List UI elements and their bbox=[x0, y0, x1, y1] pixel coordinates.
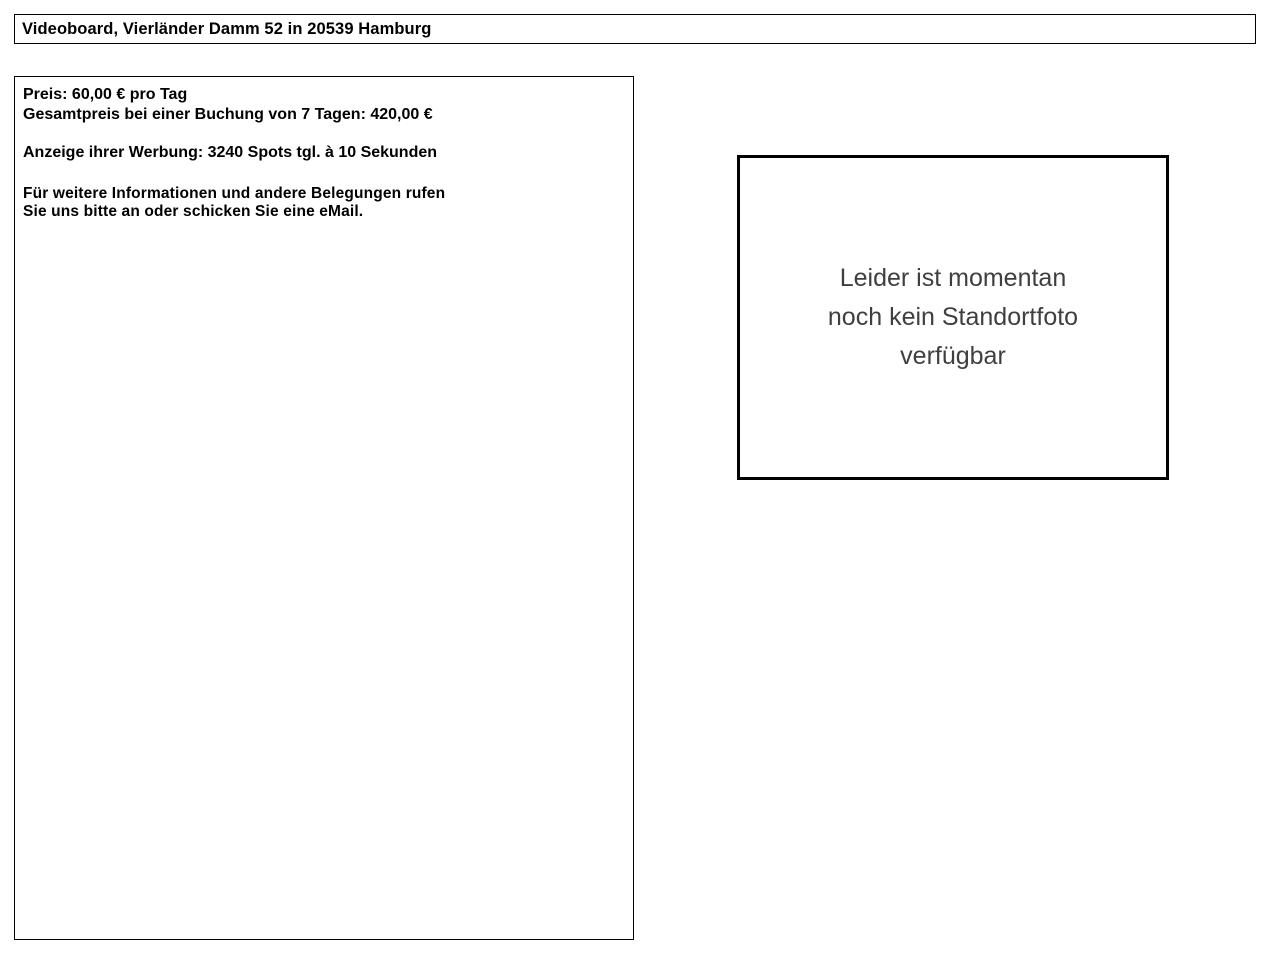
contact-line-1: Für weitere Informationen und andere Belegungen rufen bbox=[23, 184, 446, 202]
spots-line: Anzeige ihrer Werbung: 3240 Spots tgl. à 10 Sekunden bbox=[23, 143, 438, 161]
photo-placeholder-box bbox=[737, 155, 1169, 480]
spacer-after-prices bbox=[23, 127, 625, 145]
photo-placeholder-line-1: Leider ist momentan bbox=[839, 264, 1067, 293]
photo-placeholder-line-2: noch kein Standortfoto bbox=[827, 303, 1079, 332]
page-title: Videoboard, Vierländer Damm 52 in 20539 Hamburg bbox=[22, 19, 432, 38]
total-price-line: Gesamtpreis bei einer Buchung von 7 Tagen: 420,00 € bbox=[23, 105, 433, 123]
photo-placeholder-text bbox=[828, 259, 1078, 375]
spacer-after-spots bbox=[23, 165, 625, 185]
contact-line-2: Sie uns bitte an oder schicken Sie eine eMail. bbox=[23, 203, 364, 221]
price-line: Preis: 60,00 € pro Tag bbox=[23, 86, 188, 103]
details-panel bbox=[14, 76, 634, 940]
photo-placeholder-line-3: verfügbar bbox=[900, 341, 1006, 370]
location-header bbox=[14, 14, 1256, 44]
